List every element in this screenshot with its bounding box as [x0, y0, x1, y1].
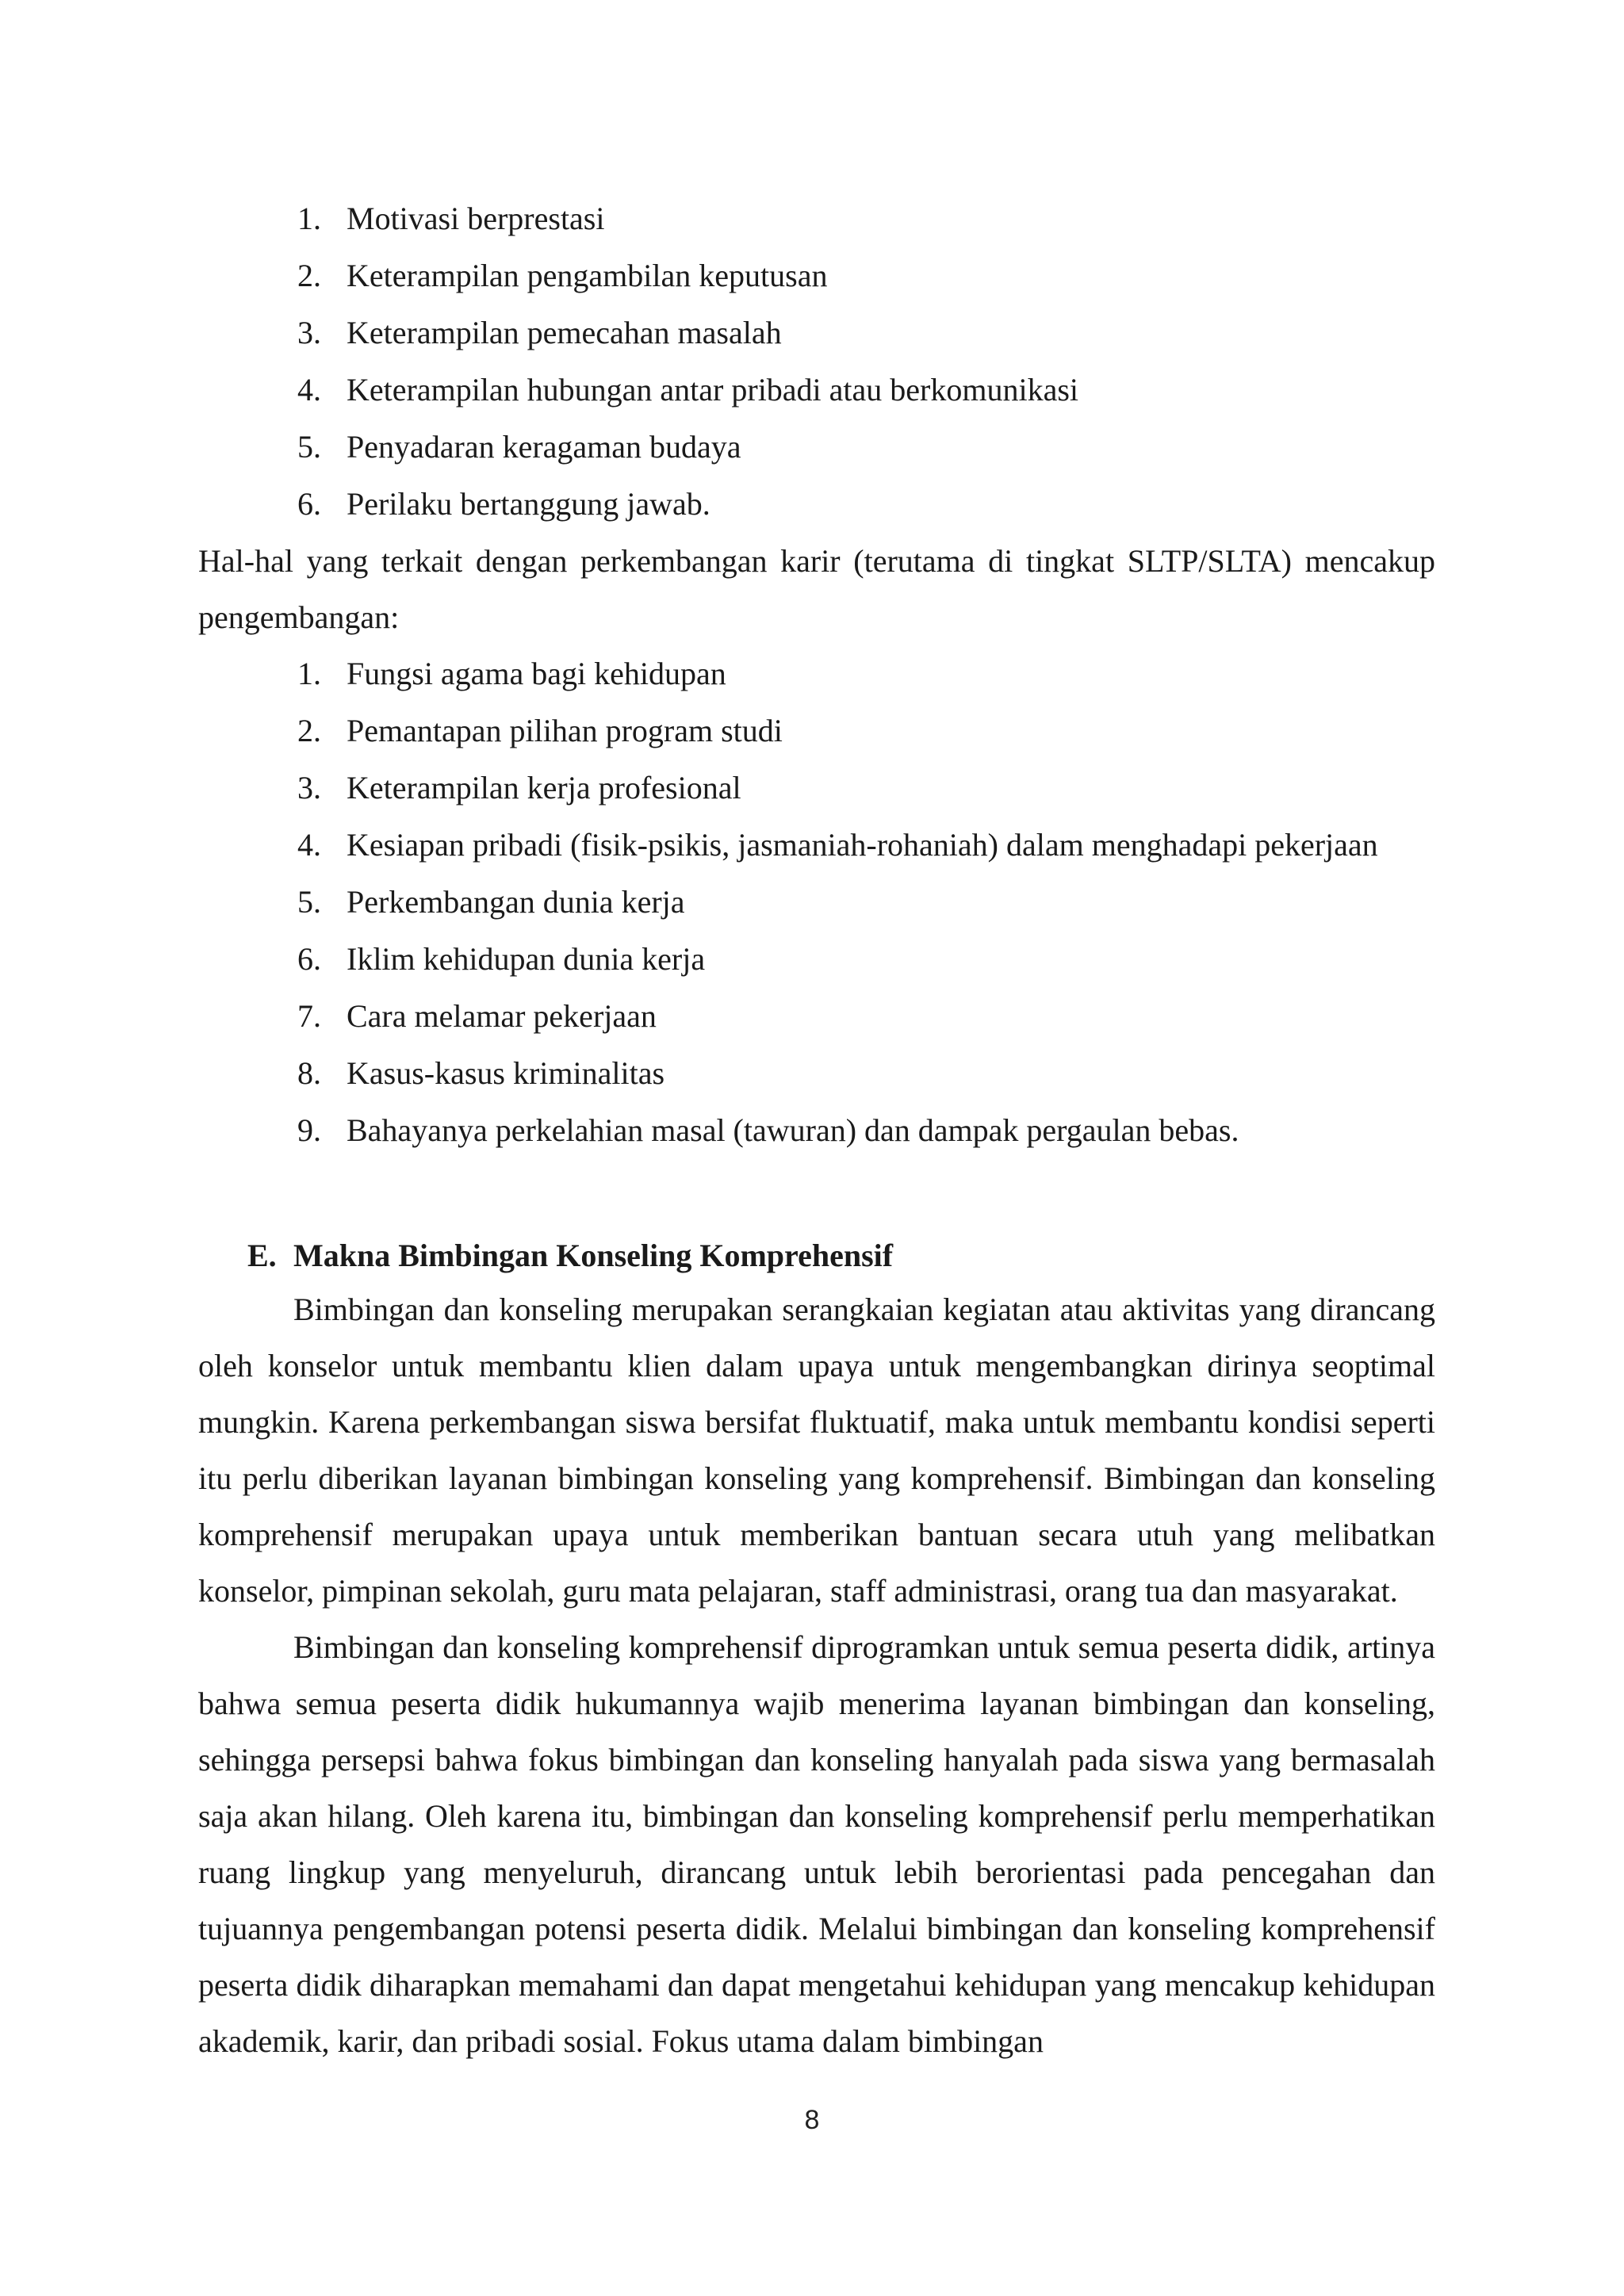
list-item	[297, 874, 1435, 931]
list-number: 6.	[297, 941, 321, 977]
list-item	[297, 988, 1435, 1045]
list-text: Iklim kehidupan dunia kerja	[347, 941, 706, 977]
list-text: Pemantapan pilihan program studi	[347, 713, 783, 748]
list-number: 8.	[297, 1055, 321, 1091]
body-paragraph: Bimbingan dan konseling merupakan serangkaian kegiatan atau aktivitas yang dirancang oleh konselor untuk membantu klien dalam upaya untuk mengembangkan dirinya seoptimal mungkin. Karena perkembangan siswa bersifat fluktuatif, maka untuk membantu kondisi seperti itu perlu diberikan layanan bimbingan konseling yang komprehensif. Bimbingan dan konseling komprehensif merupakan upaya untuk memberikan bantuan secara utuh yang melibatkan konselor, pimpinan sekolah, guru mata pelajaran, staff administrasi, orang tua dan masyarakat.	[198, 1292, 1435, 1609]
list-item	[297, 362, 1435, 419]
list-text: Penyadaran keragaman budaya	[347, 429, 741, 465]
list-number: 4.	[297, 372, 321, 408]
list-number: 2.	[297, 713, 321, 748]
list-text: Keterampilan hubungan antar pribadi atau berkomunikasi	[347, 372, 1079, 408]
list-text: Keterampilan kerja profesional	[347, 770, 741, 806]
list-text: Cara melamar pekerjaan	[347, 998, 657, 1034]
career-intro-paragraph: Hal-hal yang terkait dengan perkembangan karir (terutama di tingkat SLTP/SLTA) mencakup pengembangan:	[198, 543, 1435, 635]
list-item	[297, 1102, 1435, 1159]
list-text: Bahayanya perkelahian masal (tawuran) dan dampak pergaulan bebas.	[347, 1112, 1239, 1148]
section-heading	[247, 1230, 1435, 1281]
list-number: 1.	[297, 656, 321, 691]
list-item	[297, 817, 1435, 874]
skills-list	[198, 190, 1435, 533]
list-item	[297, 1045, 1435, 1102]
list-number: 1.	[297, 201, 321, 236]
body-paragraph: Bimbingan dan konseling komprehensif diprogramkan untuk semua peserta didik, artinya bahwa semua peserta didik hukumannya wajib menerima layanan bimbingan dan konseling, sehingga persepsi bahwa fokus bimbingan dan konseling hanyalah pada siswa yang bermasalah saja akan hilang. Oleh karena itu, bimbingan dan konseling komprehensif perlu memperhatikan ruang lingkup yang menyeluruh, dirancang untuk lebih berorientasi pada pencegahan dan tujuannya pengembangan potensi peserta didik. Melalui bimbingan dan konseling komprehensif peserta didik diharapkan memahami dan dapat mengetahui kehidupan yang mencakup kehidupan akademik, karir, dan pribadi sosial. Fokus utama dalam bimbingan	[198, 1629, 1435, 2059]
page-number: 8	[804, 2105, 820, 2135]
list-item	[297, 247, 1435, 304]
list-number: 6.	[297, 486, 321, 522]
list-number: 7.	[297, 998, 321, 1034]
list-item	[297, 304, 1435, 362]
list-number: 3.	[297, 315, 321, 350]
list-number: 5.	[297, 429, 321, 465]
section-letter: E.	[247, 1238, 277, 1273]
list-text: Kasus-kasus kriminalitas	[347, 1055, 665, 1091]
list-item	[297, 476, 1435, 533]
list-text: Perilaku bertanggung jawab.	[347, 486, 710, 522]
list-text: Kesiapan pribadi (fisik-psikis, jasmaniah-rohaniah) dalam menghadapi pekerjaan	[347, 827, 1378, 863]
section-spacer	[198, 1159, 1435, 1230]
document-body	[198, 190, 1435, 2069]
list-text: Fungsi agama bagi kehidupan	[347, 656, 726, 691]
list-text: Perkembangan dunia kerja	[347, 884, 685, 920]
list-item	[297, 190, 1435, 247]
list-number: 9.	[297, 1112, 321, 1148]
list-number: 2.	[297, 258, 321, 293]
list-number: 5.	[297, 884, 321, 920]
list-item	[297, 760, 1435, 817]
list-number: 3.	[297, 770, 321, 806]
list-item	[297, 702, 1435, 760]
list-number: 4.	[297, 827, 321, 863]
career-list	[198, 645, 1435, 1159]
list-text: Motivasi berprestasi	[347, 201, 605, 236]
list-text: Keterampilan pengambilan keputusan	[347, 258, 828, 293]
list-item	[297, 931, 1435, 988]
list-item	[297, 645, 1435, 702]
list-item	[297, 419, 1435, 476]
section-title: Makna Bimbingan Konseling Komprehensif	[293, 1238, 894, 1273]
list-text: Keterampilan pemecahan masalah	[347, 315, 782, 350]
